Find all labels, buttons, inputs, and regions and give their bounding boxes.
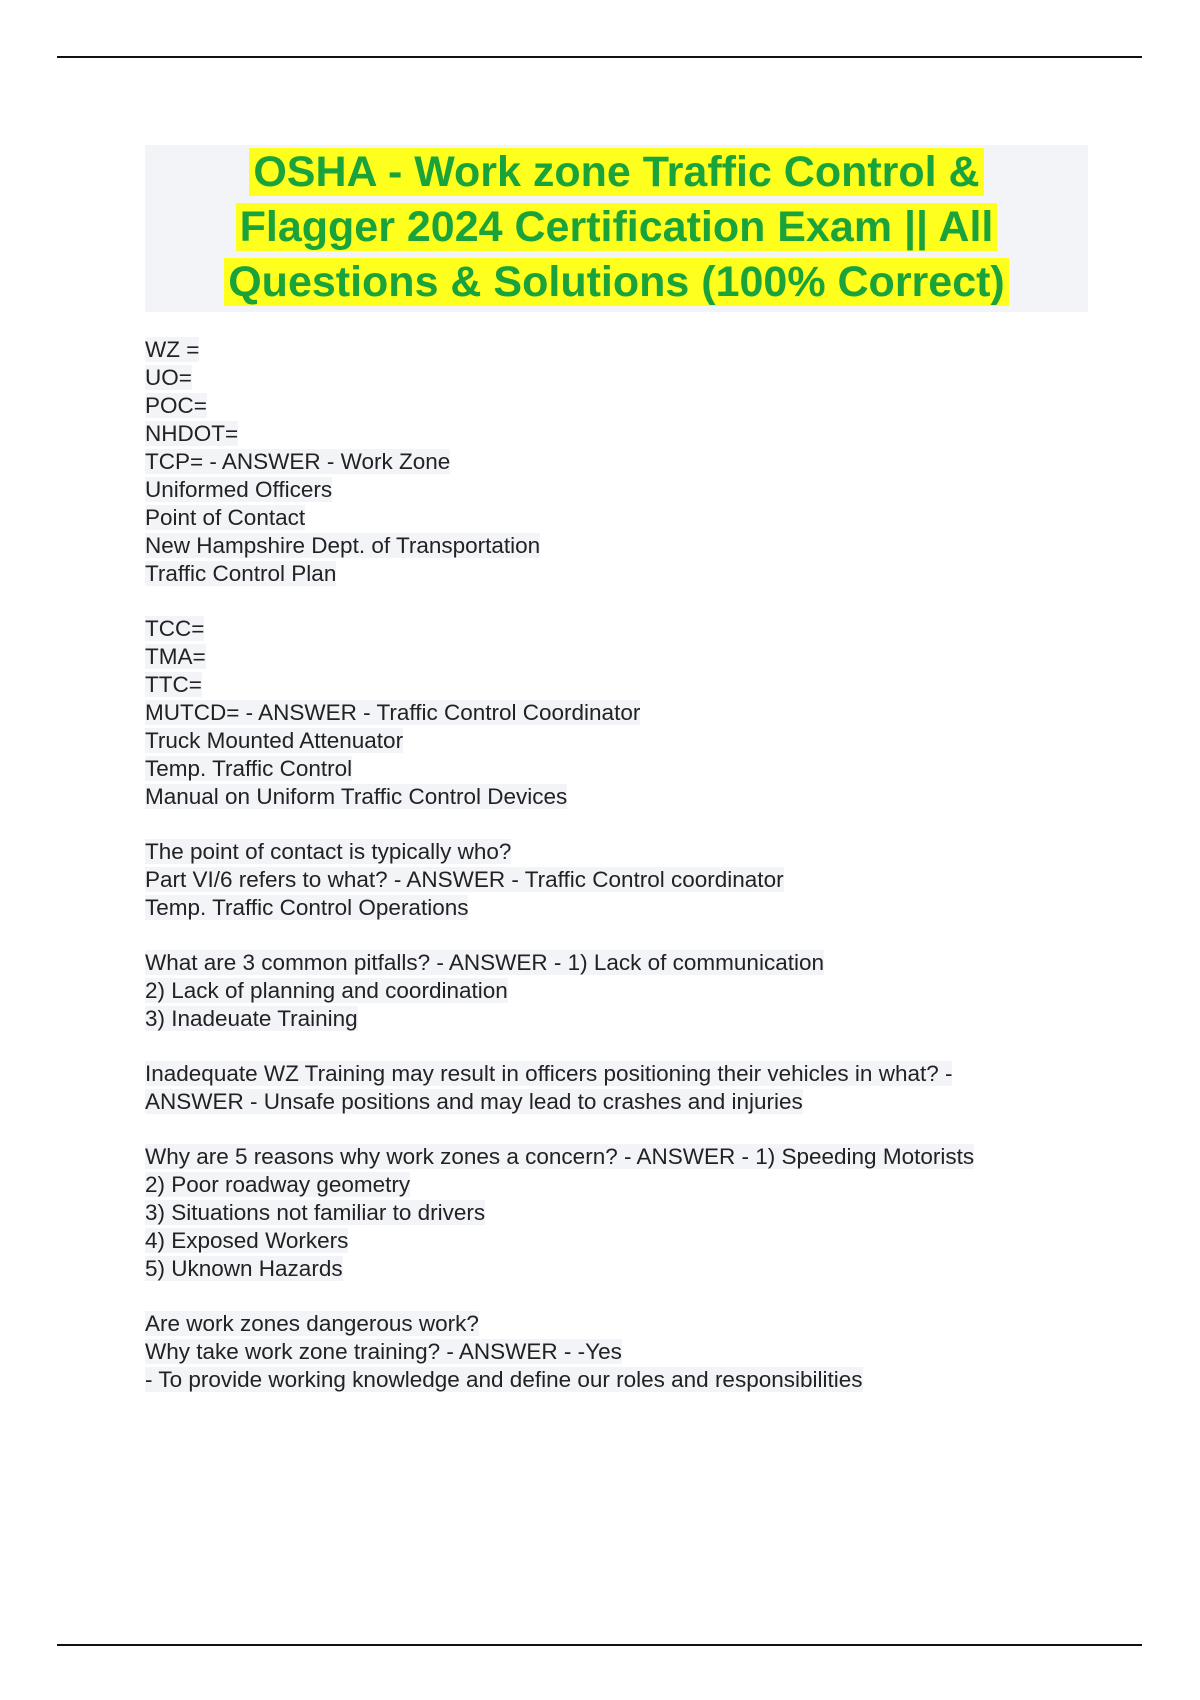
qa-item-abbreviations-2 [145,615,1105,811]
document-body [145,336,1105,1421]
text-line: 3) Situations not familiar to drivers [145,1200,486,1225]
qa-item-pitfalls [145,949,1105,1033]
bottom-rule [57,1644,1142,1646]
text-line: Why take work zone training? - ANSWER - -Yes [145,1339,622,1364]
text-line: The point of contact is typically who? [145,839,512,864]
qa-item-abbreviations-1 [145,336,1105,588]
text-line: TCC= [145,616,205,641]
title-line: Flagger 2024 Certification Exam || All [145,200,1088,255]
text-line: MUTCD= - ANSWER - Traffic Control Coordinator [145,700,641,725]
text-line: TTC= [145,672,202,697]
qa-item-point-of-contact [145,838,1105,922]
text-line: What are 3 common pitfalls? - ANSWER - 1) Lack of communication [145,950,824,975]
text-line: NHDOT= [145,421,239,446]
text-line: Point of Contact [145,505,306,530]
text-line: Inadequate WZ Training may result in officers positioning their vehicles in what? - [145,1061,953,1086]
text-line: 3) Inadeuate Training [145,1006,358,1031]
text-line: TMA= [145,644,206,669]
text-line: - To provide working knowledge and define our roles and responsibilities [145,1367,863,1392]
qa-item-training-reason [145,1310,1105,1394]
text-line: Truck Mounted Attenuator [145,728,404,753]
text-line: ANSWER - Unsafe positions and may lead to crashes and injuries [145,1089,803,1114]
title-line: OSHA - Work zone Traffic Control & [145,145,1088,200]
text-line: New Hampshire Dept. of Transportation [145,533,541,558]
text-line: POC= [145,393,207,418]
text-line: Why are 5 reasons why work zones a concern? - ANSWER - 1) Speeding Motorists [145,1144,975,1169]
text-line: Traffic Control Plan [145,561,337,586]
text-line: Are work zones dangerous work? [145,1311,479,1336]
text-line: 5) Uknown Hazards [145,1256,343,1281]
top-rule [57,56,1142,58]
text-line: Part VI/6 refers to what? - ANSWER - Traffic Control coordinator [145,867,784,892]
text-line: Temp. Traffic Control Operations [145,895,469,920]
text-line: 4) Exposed Workers [145,1228,349,1253]
text-line: Manual on Uniform Traffic Control Devices [145,784,568,809]
document-title [145,145,1088,312]
text-line: WZ = [145,337,200,362]
text-line: 2) Lack of planning and coordination [145,978,508,1003]
qa-item-inadequate-training [145,1060,1105,1116]
text-line: UO= [145,365,192,390]
text-line: Uniformed Officers [145,477,333,502]
text-line: Temp. Traffic Control [145,756,353,781]
qa-item-work-zone-concerns [145,1143,1105,1283]
text-line: 2) Poor roadway geometry [145,1172,411,1197]
title-line: Questions & Solutions (100% Correct) [145,255,1088,310]
text-line: TCP= - ANSWER - Work Zone [145,449,451,474]
